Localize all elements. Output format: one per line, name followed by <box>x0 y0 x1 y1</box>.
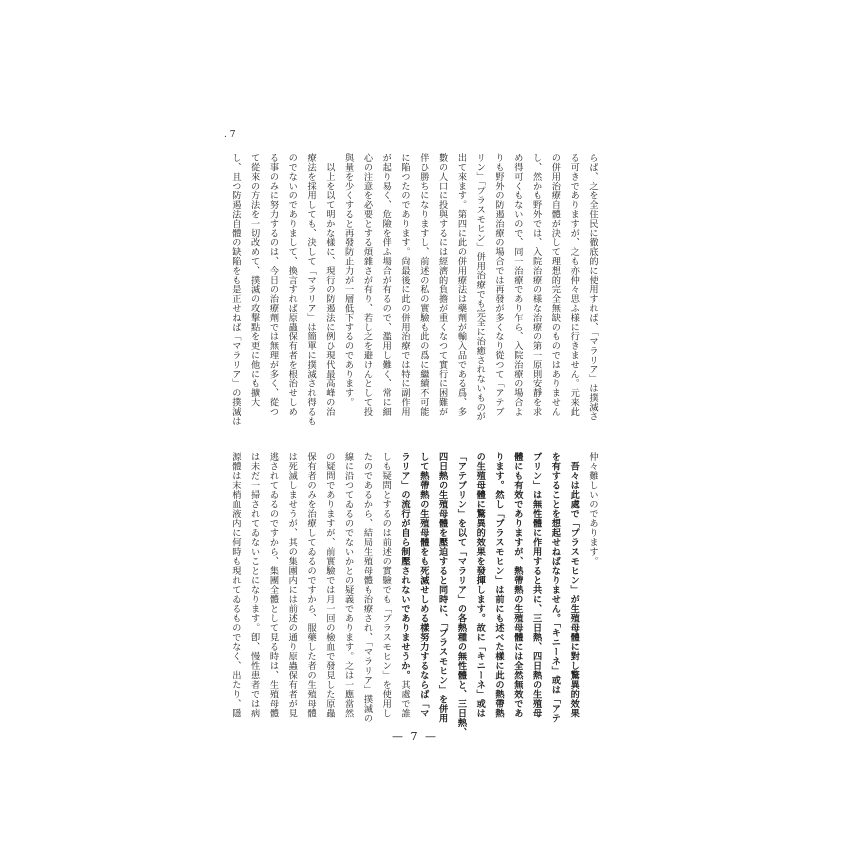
lower-text-block <box>223 452 601 737</box>
text-segment: は死滅しませうが、其の集團内には前述の通り原蟲保有者が見 <box>286 452 298 718</box>
text-segment: 心の注意を必要とする煩雜さが有り、若し之を避けんとして投 <box>361 153 373 417</box>
text-column <box>545 153 564 418</box>
text-column <box>375 452 394 727</box>
text-segment: 出て來ます。第四に此の併用療法は藥劑が輸入品である爲、多 <box>455 153 467 417</box>
text-segment: りも野外の防遏治療の場合では再發が多くなり從つて「アテブ <box>493 153 505 417</box>
text-segment: の併用治療自體が決して理想的完全無缺のものではありません <box>549 153 561 417</box>
text-column <box>413 452 432 727</box>
text-segment: し、然かも野外では、入院治療の様な治療の第一原則安靜を求 <box>530 153 542 417</box>
text-column <box>469 153 488 421</box>
text-column <box>357 452 376 727</box>
text-segment: のでないのでありまして、換言すれば原蟲保有者を根治せしめ <box>286 153 298 417</box>
bold-text-segment: ラリア」の流行が自ら制壓されないでありませうか。 <box>399 452 411 680</box>
text-column <box>338 153 357 418</box>
text-segment: 源體は末梢血液内に何時も現れてゐるものでなく、出たり、隱 <box>229 452 241 718</box>
text-column <box>281 452 300 727</box>
text-column <box>263 452 282 727</box>
text-column <box>300 452 319 727</box>
bold-text-segment: 體にも有效でありますが、熱帶熱の生殖母體には全然無效であ <box>511 452 523 718</box>
text-segment: 與量を少くすると再發防止力が一層低下するのであります。 <box>342 153 354 407</box>
bold-text-segment: 「アテブリン」を以て「マラリア」の各熱種の無性體と、三日熱、 <box>455 452 467 737</box>
text-column <box>526 452 545 727</box>
text-column <box>319 452 338 727</box>
text-column <box>563 153 582 418</box>
text-segment: らば、之を全住民に徹底的に使用すれば、「マラリア」は撲滅さ <box>587 153 598 421</box>
text-column <box>225 452 244 727</box>
upper-text-block <box>223 153 601 426</box>
text-segment: 數の人口に投與するには經濟的負擔が重くなつて實行に困難が <box>436 153 448 417</box>
text-segment: る事のみに努力するのは、今日の治療劑では無理が多く、從つ <box>267 153 279 417</box>
text-column <box>432 452 451 727</box>
text-column <box>507 452 526 727</box>
text-column <box>451 153 470 418</box>
bold-text-segment: を有することを想起せねばなりません。「キニーネ」或は「アテ <box>549 452 561 723</box>
text-segment: に陥つたのであります。尙最後に此の併用治療では特に副作用 <box>399 153 411 417</box>
margin-note: . 7 <box>224 130 236 140</box>
text-column <box>451 452 470 737</box>
text-column <box>469 452 488 727</box>
text-column <box>394 153 413 418</box>
text-segment: たのであるから、結局生殖母體も治療され、「マラリア」撲滅の <box>361 452 373 723</box>
text-segment: は未だ一掃されてゐないことになります。卽、慢性患者では病 <box>248 452 260 718</box>
text-column <box>545 452 564 727</box>
text-column <box>375 153 394 418</box>
text-column <box>281 153 300 418</box>
text-segment: 療法を採用しても、決して「マラリア」は簡單に撲滅され得るも <box>305 153 317 426</box>
text-segment: 其處で誰 <box>399 680 411 718</box>
text-column <box>244 452 263 727</box>
bold-text-segment: の生殖母體に驚異的效果を發揮します。故に「キニーネ」或は <box>474 452 486 718</box>
text-column <box>338 452 357 727</box>
text-column <box>300 153 319 426</box>
bold-text-segment: 吾々は此處で「プラスモヒン」が生殖母體に對し驚異的效果 <box>568 452 580 718</box>
text-column <box>507 153 526 418</box>
text-column <box>526 153 545 418</box>
text-column <box>263 153 282 418</box>
text-segment: め得可くもないので、同一治療であり乍ら、入院治療の場合よ <box>511 153 523 417</box>
text-segment: リン」「プラスモヒン」併用治療でも完全に治癒されないものが <box>474 153 486 421</box>
text-column <box>413 153 432 418</box>
text-segment: 仲々難しいのであります。 <box>587 452 598 566</box>
text-column <box>319 153 338 418</box>
text-column <box>244 153 263 418</box>
text-segment: が起り易く、危險を伴ふ場合が有るので、濫用し難く、常に細 <box>380 153 392 417</box>
page-number: — 7 — <box>392 730 438 743</box>
bold-text-segment: 四日熱の生殖母體を壓迫すると同時に、「プラスモヒン」を併用 <box>436 452 448 723</box>
bold-text-segment: ブリン」は無性體に作用すると共に、三日熱、四日熱の生殖母 <box>530 452 542 718</box>
text-column <box>582 153 601 421</box>
text-column <box>488 153 507 418</box>
bold-text-segment: して熱帶熱の生殖母體をも死滅せしめる樣努力するならば「マ <box>417 452 429 718</box>
text-segment: の疑問でありますが、前實驗では月一回の檢血で發見した原蟲 <box>323 452 335 718</box>
text-column <box>432 153 451 418</box>
text-segment: 保有者のみを治療してゐるのですから、服藥した者の生殖母體 <box>305 452 317 718</box>
text-segment: る可きでありますが、之も亦仲々思ふ様に行きません。元来此 <box>568 153 580 417</box>
text-column <box>582 452 601 727</box>
bold-text-segment: ります。然し「プラスモヒン」は前にも述べた樣に此の熱帶熱 <box>493 452 505 718</box>
text-column <box>563 452 582 727</box>
text-segment: 逃されてゐるのですから、集團全體として見る時は、生殖母體 <box>267 452 279 718</box>
text-segment: 線に沿つてゐるのでないかとの疑義であります。之は一應當然 <box>342 452 354 718</box>
text-segment: しも疑問とするのは前述の實驗でも「プラスモヒン」を使用し <box>380 452 392 718</box>
text-column <box>394 452 413 727</box>
text-segment: 以上を以て明かな樣に、現行の防遏法に例ひ現代最高峰の治 <box>323 153 335 417</box>
text-segment: し、且つ防遏法自體の缺陥をも是正せねば「マラリア」の撲滅は <box>229 153 241 426</box>
text-column <box>357 153 376 418</box>
text-segment: 伴ひ勝ちになりますし、前述の私の實驗も此の爲に繼續不可能 <box>417 153 429 417</box>
text-segment: て從來の方法を一切改めて、撲滅の攻撃點を更に他にも擴大 <box>248 153 260 407</box>
text-column <box>225 153 244 426</box>
text-column <box>488 452 507 727</box>
